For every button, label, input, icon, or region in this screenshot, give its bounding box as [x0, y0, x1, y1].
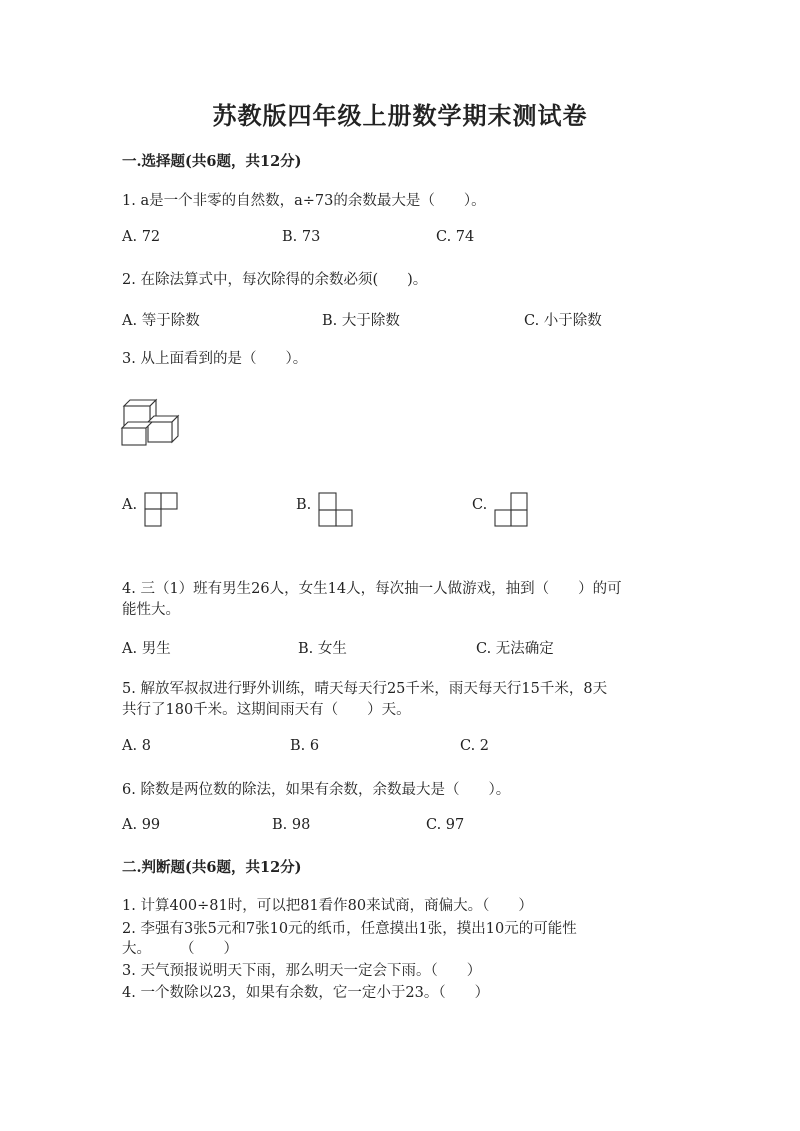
q1-option-b: B. 73 [282, 229, 321, 245]
q2-option-c: C. 小于除数 [524, 313, 602, 329]
q3-option-b-figure [318, 492, 354, 528]
page-title: 苏教版四年级上册数学期末测试卷 [212, 101, 588, 130]
q6-option-a: A. 99 [122, 817, 161, 833]
q3-option-c-figure [494, 492, 530, 528]
section-heading-judgement: 二.判断题(共6题，共12分) [122, 859, 302, 876]
q4-option-b: B. 女生 [298, 641, 347, 657]
question-5-line2: 共行了180千米。这期间雨天有（ ）天。 [122, 702, 411, 718]
q1-option-a: A. 72 [122, 229, 161, 245]
q6-option-c: C. 97 [426, 817, 465, 833]
q3-option-b: B. [296, 497, 312, 513]
q2-option-b: B. 大于除数 [322, 313, 400, 329]
q6-option-b: B. 98 [272, 817, 311, 833]
q4-option-a: A. 男生 [122, 641, 171, 657]
judgement-item-3: 3. 天气预报说明天下雨，那么明天一定会下雨。（ ） [122, 963, 482, 979]
question-6: 6. 除数是两位数的除法，如果有余数，余数最大是（ ）。 [122, 782, 511, 798]
question-4-line1: 4. 三（1）班有男生26人，女生14人，每次抽一人做游戏，抽到（ ）的可 [122, 581, 622, 597]
section-heading-choice: 一.选择题(共6题，共12分) [122, 153, 302, 170]
cube-figure [118, 398, 188, 448]
question-4-line2: 能性大。 [122, 602, 180, 618]
question-5-line1: 5. 解放军叔叔进行野外训练，晴天每天行25千米，雨天每天行15千米，8天 [122, 681, 608, 697]
q5-option-c: C. 2 [460, 738, 490, 754]
q4-option-c: C. 无法确定 [476, 641, 554, 657]
q1-option-c: C. 74 [436, 229, 475, 245]
question-3: 3. 从上面看到的是（ ）。 [122, 351, 308, 367]
q5-option-b: B. 6 [290, 738, 320, 754]
judgement-item-2-line2: 大。 （ ） [122, 941, 238, 957]
q3-option-c: C. [472, 497, 488, 513]
judgement-item-4: 4. 一个数除以23，如果有余数，它一定小于23。（ ） [122, 985, 490, 1001]
q5-option-a: A. 8 [122, 738, 151, 754]
q2-option-a: A. 等于除数 [122, 313, 200, 329]
q3-option-a-figure [144, 492, 178, 528]
question-1: 1. a是一个非零的自然数，a÷73的余数最大是（ ）。 [122, 193, 486, 209]
q3-option-a: A. [122, 497, 138, 513]
question-2: 2. 在除法算式中，每次除得的余数必须( )。 [122, 272, 428, 288]
judgement-item-1: 1. 计算400÷81时，可以把81看作80来试商，商偏大。（ ） [122, 898, 533, 914]
judgement-item-2-line1: 2. 李强有3张5元和7张10元的纸币，任意摸出1张，摸出10元的可能性 [122, 921, 577, 937]
